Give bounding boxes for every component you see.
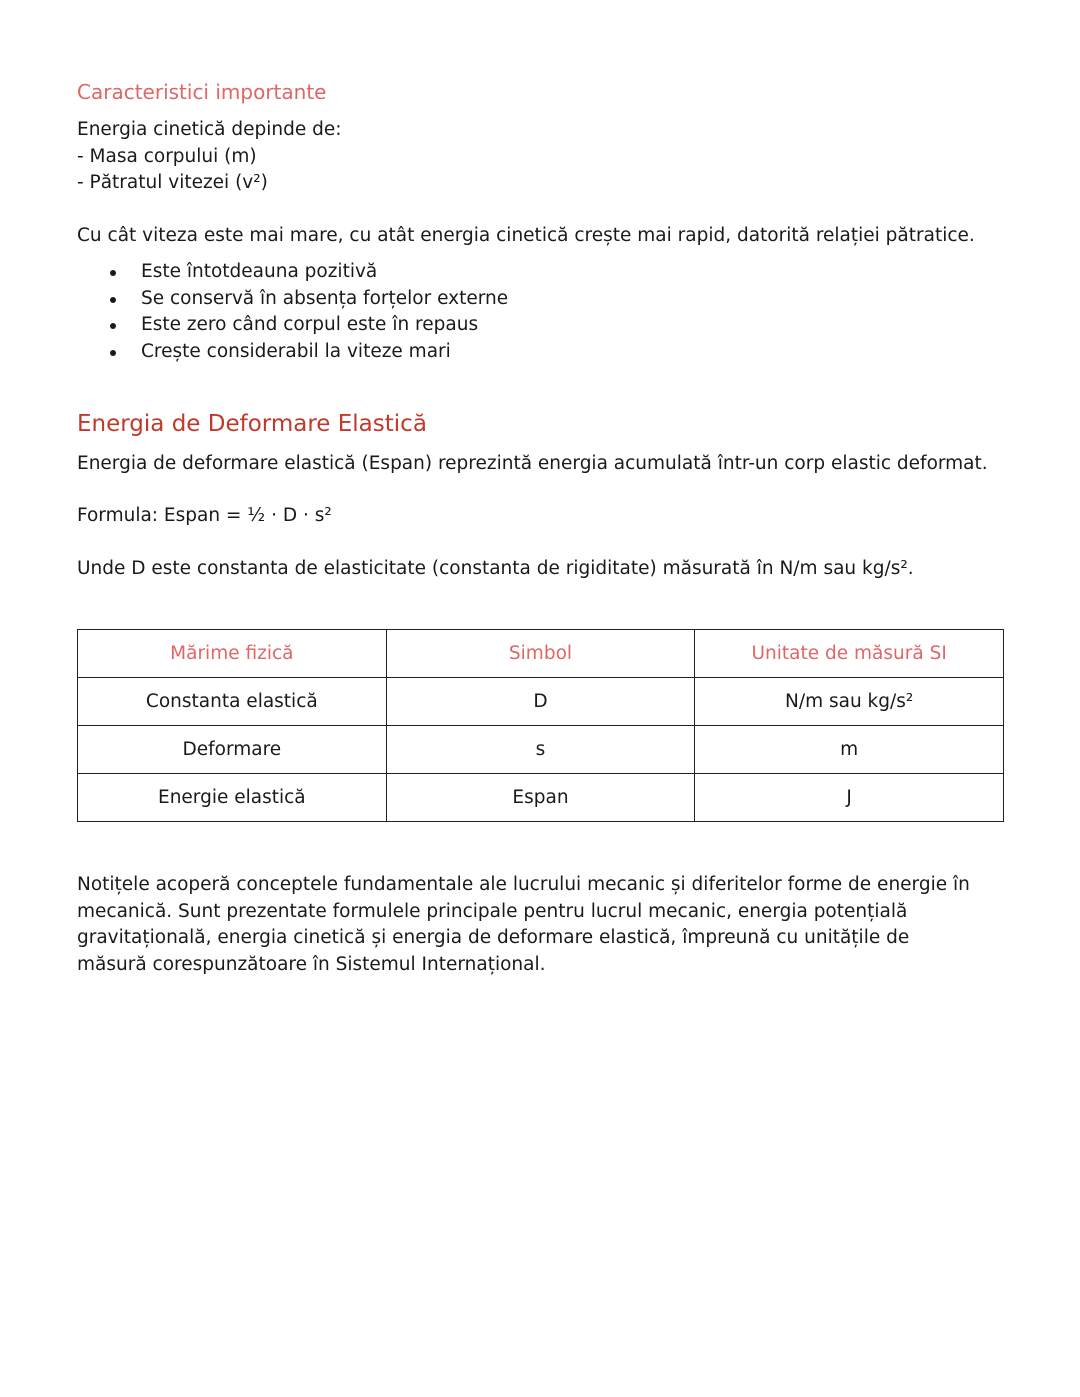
table-cell: Espan — [386, 774, 695, 822]
bullet-dot-icon — [110, 270, 116, 276]
table-row — [78, 726, 1004, 774]
table-cell: D — [386, 678, 695, 726]
list-item: Este întotdeauna pozitivă — [77, 259, 508, 286]
table-row — [78, 678, 1004, 726]
depends-item-mass: - Masa corpului (m) — [77, 146, 257, 167]
list-item: Se conservă în absența forțelor externe — [77, 286, 508, 313]
elastic-constant-note: Unde D este constanta de elasticitate (constanta de rigiditate) măsurată în N/m sau kg/s². — [77, 558, 914, 579]
table-header-row — [78, 630, 1004, 678]
table-cell: N/m sau kg/s² — [695, 678, 1004, 726]
list-item: Este zero când corpul este în repaus — [77, 312, 508, 339]
table-cell: m — [695, 726, 1004, 774]
table-cell: Constanta elastică — [78, 678, 387, 726]
bullet-dot-icon — [110, 323, 116, 329]
elastic-energy-heading: Energia de Deformare Elastică — [77, 411, 427, 437]
elastic-definition: Energia de deformare elastică (Espan) reprezintă energia acumulată într-un corp elastic deformat. — [77, 453, 988, 474]
list-item: Crește considerabil la viteze mari — [77, 339, 508, 366]
table-cell: J — [695, 774, 1004, 822]
column-header-symbol: Simbol — [386, 630, 695, 678]
table-cell: Deformare — [78, 726, 387, 774]
summary-paragraph: Notițele acoperă conceptele fundamentale ale lucrului mecanic și diferitelor forme de energie în mecanică. Sunt prezentate formulele principale pentru lucrul mecanic, energia potențială gravitațională, energia cinetică și energia de deformare elastică, împreună cu unitățile de măsură corespunzătoare în Sistemul Internațional. — [77, 874, 970, 975]
characteristics-subheading: Caracteristici importante — [77, 80, 327, 104]
bullet-dot-icon — [110, 350, 116, 356]
bullet-dot-icon — [110, 297, 116, 303]
speed-note: Cu cât viteza este mai mare, cu atât energia cinetică crește mai rapid, datorită relației pătratice. — [77, 225, 975, 246]
table-cell: s — [386, 726, 695, 774]
elastic-formula: Formula: Espan = ½ · D · s² — [77, 505, 332, 526]
depends-intro: Energia cinetică depinde de: — [77, 119, 342, 140]
depends-item-velocity: - Pătratul vitezei (v²) — [77, 172, 268, 193]
properties-list — [77, 259, 508, 366]
table-row — [78, 774, 1004, 822]
column-header-quantity: Mărime fizică — [78, 630, 387, 678]
si-units-table — [77, 629, 1004, 822]
table-cell: Energie elastică — [78, 774, 387, 822]
column-header-unit: Unitate de măsură SI — [695, 630, 1004, 678]
